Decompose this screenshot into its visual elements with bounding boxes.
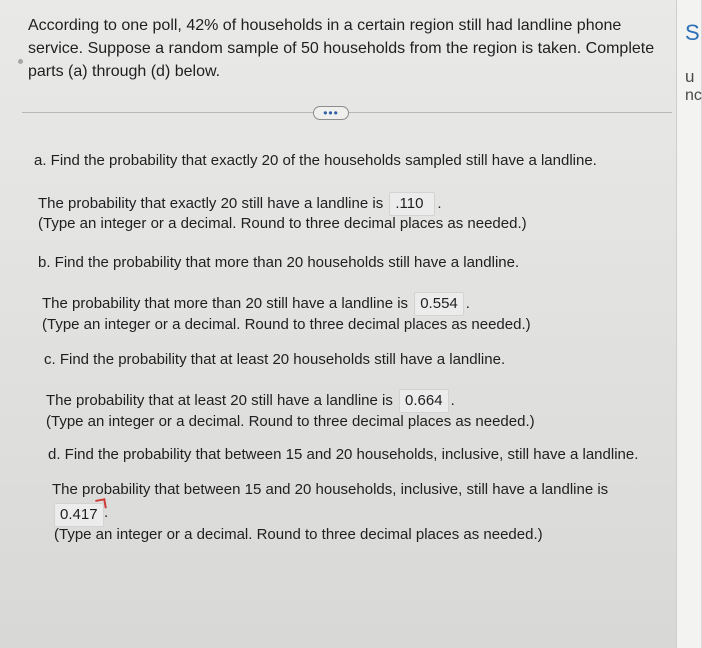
part-d-answer-value: 0.417 (60, 506, 98, 523)
part-b-answer-line (42, 292, 470, 316)
part-b-answer-field[interactable]: 0.554 (414, 292, 464, 316)
part-b-answer-prefix: The probability that more than 20 still have a landline is (42, 295, 409, 312)
prompt-line-3: parts (a) through (d) below. (28, 63, 221, 80)
part-c-question: c. Find the probability that at least 20 households still have a landline. (44, 351, 506, 368)
more-options-button[interactable] (313, 106, 349, 120)
side-strip-middle-text: u (685, 67, 695, 86)
prompt-line-1: According to one poll, 42% of households in a certain region still had landline phone (28, 17, 622, 34)
problem-prompt (28, 14, 668, 83)
part-a-answer-prefix: The probability that exactly 20 still have a landline is (38, 195, 384, 212)
part-d-answer-suffix: . (104, 504, 109, 521)
part-c-answer-line (46, 389, 455, 413)
part-c-instruction: (Type an integer or a decimal. Round to three decimal places as needed.) (46, 413, 535, 430)
part-d-answer-prefix: The probability that between 15 and 20 households, inclusive, still have a landline is (52, 481, 609, 498)
part-c-answer-field[interactable]: 0.664 (399, 389, 449, 413)
part-a-answer-suffix: . (437, 195, 442, 212)
part-a-answer-field[interactable]: .110 (389, 192, 435, 216)
adjacent-window-strip (676, 0, 701, 648)
prompt-line-2: service. Suppose a random sample of 50 households from the region is taken. Complete (28, 40, 655, 57)
part-d-answer-line (52, 480, 608, 500)
part-a-instruction: (Type an integer or a decimal. Round to three decimal places as needed.) (38, 215, 527, 232)
side-strip-bottom-text: nc (685, 87, 702, 104)
bullet-dot-icon (18, 59, 23, 64)
part-b-question: b. Find the probability that more than 20 households still have a landline. (38, 254, 520, 271)
part-a-answer-line (38, 192, 442, 216)
more-options-label: ••• (323, 106, 339, 120)
part-d-instruction: (Type an integer or a decimal. Round to three decimal places as needed.) (54, 526, 543, 543)
part-c-answer-prefix: The probability that at least 20 still have a landline is (46, 392, 393, 409)
part-b-instruction: (Type an integer or a decimal. Round to three decimal places as needed.) (42, 316, 531, 333)
part-c-answer-suffix: . (450, 392, 455, 409)
part-d-question: d. Find the probability that between 15 and 20 households, inclusive, still have a landline. (48, 446, 639, 463)
side-strip-top-text: S (685, 20, 700, 45)
part-b-answer-suffix: . (465, 295, 470, 312)
part-a-question: a. Find the probability that exactly 20 of the households sampled still have a landline. (34, 152, 597, 169)
